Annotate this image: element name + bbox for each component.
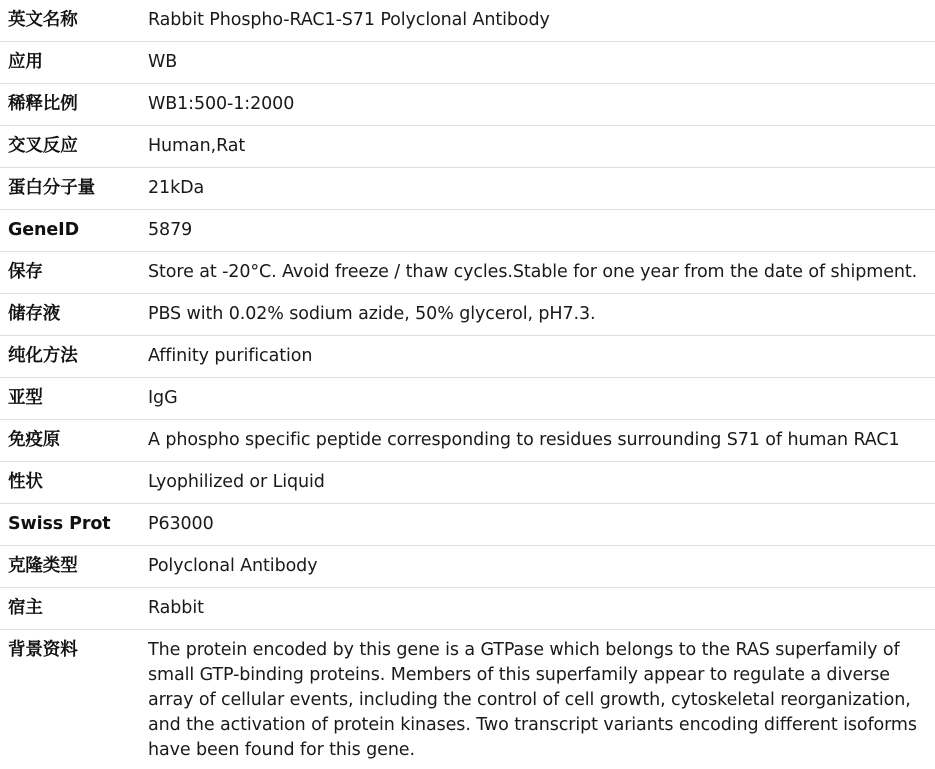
spec-label: 宿主 — [0, 588, 140, 630]
spec-row-molecular-weight — [0, 168, 935, 210]
spec-label: 稀释比例 — [0, 84, 140, 126]
spec-label: 储存液 — [0, 294, 140, 336]
spec-row-isotype — [0, 378, 935, 420]
spec-label: 应用 — [0, 42, 140, 84]
spec-value: Rabbit — [140, 588, 935, 630]
spec-value: WB1:500-1:2000 — [140, 84, 935, 126]
spec-value: Polyclonal Antibody — [140, 546, 935, 588]
spec-value: IgG — [140, 378, 935, 420]
spec-value: 21kDa — [140, 168, 935, 210]
spec-label: 蛋白分子量 — [0, 168, 140, 210]
spec-label: 背景资料 — [0, 630, 140, 769]
spec-row-storage-buffer — [0, 294, 935, 336]
spec-row-background — [0, 630, 935, 769]
spec-row-clonality — [0, 546, 935, 588]
spec-row-english-name — [0, 0, 935, 42]
spec-value: WB — [140, 42, 935, 84]
spec-row-dilution — [0, 84, 935, 126]
spec-label: 交叉反应 — [0, 126, 140, 168]
spec-row-form — [0, 462, 935, 504]
spec-label: 克隆类型 — [0, 546, 140, 588]
spec-value: P63000 — [140, 504, 935, 546]
spec-value: Affinity purification — [140, 336, 935, 378]
spec-value: Rabbit Phospho-RAC1-S71 Polyclonal Antibody — [140, 0, 935, 42]
spec-value: PBS with 0.02% sodium azide, 50% glycerol, pH7.3. — [140, 294, 935, 336]
spec-row-cross-reactivity — [0, 126, 935, 168]
spec-row-application — [0, 42, 935, 84]
spec-label: 英文名称 — [0, 0, 140, 42]
spec-row-host — [0, 588, 935, 630]
spec-label: 亚型 — [0, 378, 140, 420]
spec-value: Lyophilized or Liquid — [140, 462, 935, 504]
spec-row-storage — [0, 252, 935, 294]
spec-row-purification — [0, 336, 935, 378]
spec-value: A phospho specific peptide corresponding to residues surrounding S71 of human RAC1 — [140, 420, 935, 462]
spec-label: 保存 — [0, 252, 140, 294]
spec-value: Store at -20°C. Avoid freeze / thaw cycles.Stable for one year from the date of shipment. — [140, 252, 935, 294]
spec-label: GeneID — [0, 210, 140, 252]
spec-label: 免疫原 — [0, 420, 140, 462]
spec-label: 纯化方法 — [0, 336, 140, 378]
spec-row-gene-id — [0, 210, 935, 252]
spec-row-immunogen — [0, 420, 935, 462]
spec-label: Swiss Prot — [0, 504, 140, 546]
spec-value: 5879 — [140, 210, 935, 252]
spec-label: 性状 — [0, 462, 140, 504]
spec-row-swiss-prot — [0, 504, 935, 546]
spec-value: Human,Rat — [140, 126, 935, 168]
spec-value: The protein encoded by this gene is a GTPase which belongs to the RAS superfamily of small GTP-binding proteins. Members of this superfamily appear to regulate a diverse array of cellular events, including the control of cell growth, cytoskeletal reorganization, and the activation of protein kinases. Two transcript variants encoding different isoforms have been found for this gene. — [140, 630, 935, 769]
